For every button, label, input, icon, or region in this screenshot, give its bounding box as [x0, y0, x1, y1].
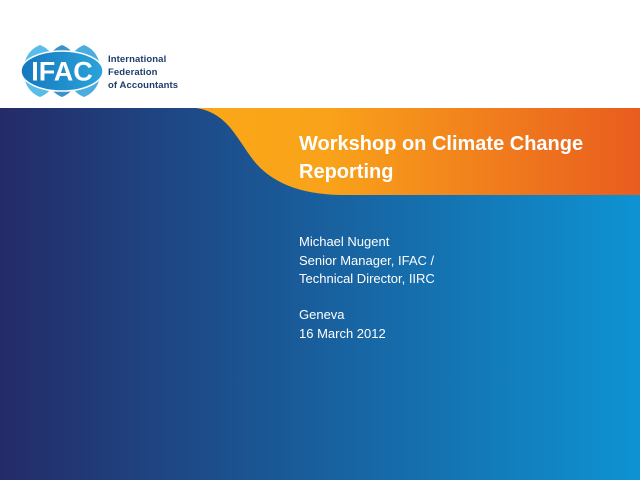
presenter-name: Michael Nugent [299, 234, 390, 249]
logo-org-line: International [108, 54, 167, 65]
event-date: 16 March 2012 [299, 325, 386, 341]
slide-title [299, 130, 629, 186]
logo-org-name [108, 53, 178, 92]
ifac-logo-icon [20, 44, 105, 97]
logo-org-line: of Accountants [108, 80, 179, 91]
ifac-logo [20, 44, 105, 97]
slide-title-line: Reporting [299, 161, 394, 183]
presenter-role-line: Technical Director, IIRC [299, 271, 435, 286]
presenter-block [299, 233, 619, 289]
presenter-role-line: Senior Manager, IFAC / [299, 252, 435, 268]
logo-acronym: IFAC [31, 56, 93, 87]
logo-org-line: Federation [108, 67, 158, 78]
slide-title-line: Workshop on Climate Change [299, 133, 584, 155]
event-location: Geneva [299, 307, 345, 322]
header-band [0, 0, 640, 108]
event-block [299, 306, 619, 343]
